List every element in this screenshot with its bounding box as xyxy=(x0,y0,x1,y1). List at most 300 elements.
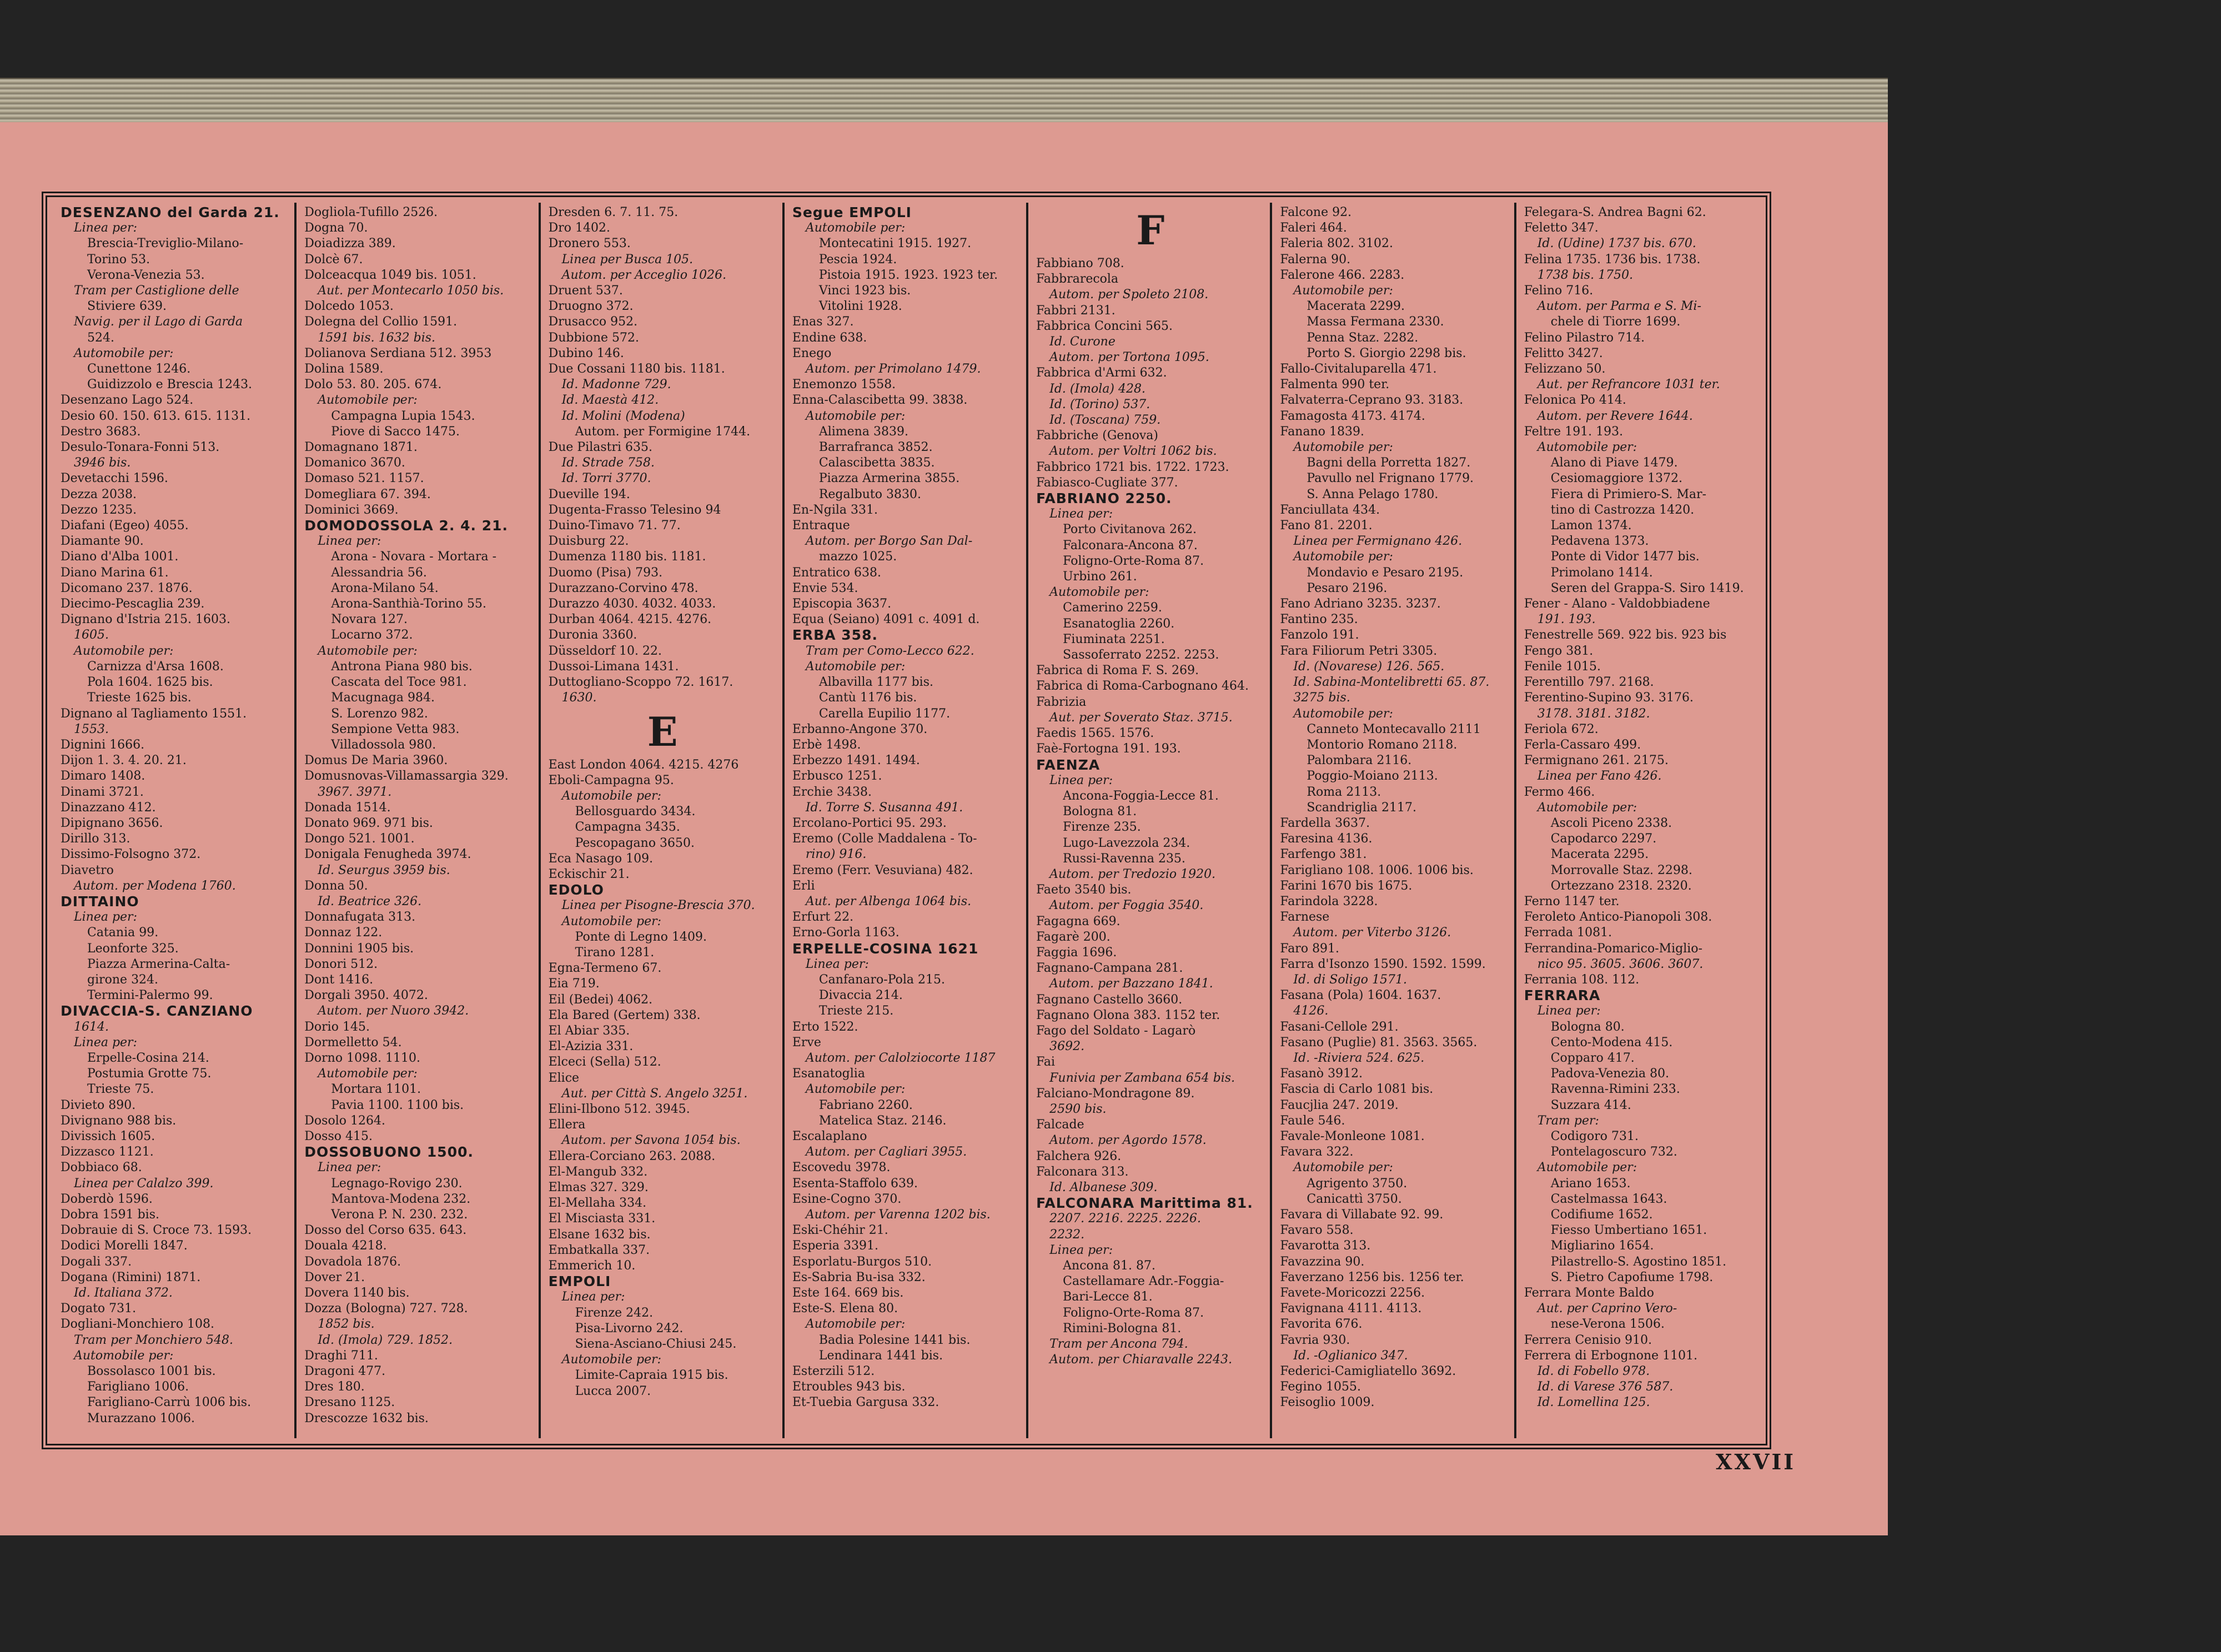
index-entry: Falerna 90. xyxy=(1280,252,1351,267)
index-entry: 524. xyxy=(87,330,114,345)
section-heading: FALCONARA Marittima 81. xyxy=(1036,1196,1253,1212)
index-entry: Donato 969. 971 bis. xyxy=(304,816,433,830)
section-heading: FAENZA xyxy=(1036,757,1101,773)
index-entry: Favara 322. xyxy=(1280,1145,1354,1159)
index-entry: Automobile per: xyxy=(1537,1161,1637,1175)
index-entry: Dolegna del Collio 1591. xyxy=(304,315,458,329)
index-entry: Id. di Varese 376 587. xyxy=(1537,1380,1674,1394)
index-entry: Scandriglia 2117. xyxy=(1307,800,1416,815)
index-entry: S. Anna Pelago 1780. xyxy=(1307,487,1439,501)
index-entry: Este 164. 669 bis. xyxy=(792,1286,904,1300)
index-entry: Ascoli Piceno 2338. xyxy=(1550,816,1672,830)
index-entry: nese-Verona 1506. xyxy=(1550,1317,1665,1332)
index-entry: Autom. per Viterbo 3126. xyxy=(1293,926,1451,940)
index-entry: Falvaterra-Ceprano 93. 3183. xyxy=(1280,393,1464,408)
index-columns xyxy=(53,203,1760,1438)
index-entry: Id. (Toscana) 759. xyxy=(1049,413,1161,428)
index-entry: Id. Sabina-Montelibretti 65. 87. xyxy=(1293,675,1490,690)
index-entry: Fano 81. 2201. xyxy=(1280,519,1373,533)
index-entry: Duttogliano-Scoppo 72. 1617. xyxy=(548,675,733,690)
index-entry: 2590 bis. xyxy=(1049,1102,1107,1116)
section-letter: E xyxy=(647,707,678,755)
index-entry: Aut. per Soverato Staz. 3715. xyxy=(1049,710,1233,725)
index-entry: Cento-Modena 415. xyxy=(1550,1035,1673,1050)
index-entry: Firenze 242. xyxy=(575,1305,654,1320)
index-entry: Enas 327. xyxy=(792,315,854,329)
index-column-5 xyxy=(1028,203,1272,1438)
index-entry: Alessandria 56. xyxy=(331,565,427,580)
index-entry: Linea per: xyxy=(74,221,137,235)
index-entry: Linea per: xyxy=(1049,507,1113,521)
index-column-4 xyxy=(785,203,1028,1438)
index-entry: Elini-Ilbono 512. 3945. xyxy=(548,1102,690,1116)
index-entry: Guidizzolo e Brescia 1243. xyxy=(87,378,253,392)
index-entry: Desio 60. 150. 613. 615. 1131. xyxy=(61,409,251,423)
index-entry: Aut. per Albenga 1064 bis. xyxy=(805,894,972,908)
index-entry: Primolano 1414. xyxy=(1550,565,1653,580)
index-entry: Pescia 1924. xyxy=(818,252,897,267)
index-entry: Dogliani-Monchiero 108. xyxy=(61,1317,215,1332)
index-entry: Diamante 90. xyxy=(61,534,144,549)
index-entry: Et-Tuebia Gargusa 332. xyxy=(792,1395,939,1410)
index-entry: Diavetro xyxy=(61,863,114,877)
index-entry: Dogliola-Tufillo 2526. xyxy=(304,205,438,219)
index-entry: Druent 537. xyxy=(548,284,623,298)
index-entry: Automobile per: xyxy=(805,1082,906,1097)
index-entry: Elceci (Sella) 512. xyxy=(548,1055,661,1069)
index-entry: Mondavio e Pesaro 2195. xyxy=(1307,565,1464,580)
index-entry: Doiadizza 389. xyxy=(304,237,396,251)
index-entry: Farigliano 108. 1006. 1006 bis. xyxy=(1280,863,1474,877)
index-entry: Falerone 466. 2283. xyxy=(1280,268,1405,282)
index-entry: Donnaz 122. xyxy=(304,926,383,940)
index-entry: Trieste 215. xyxy=(818,1004,894,1018)
index-entry: Faè-Fortogna 191. 193. xyxy=(1036,742,1181,756)
index-entry: Ferrera Cenisio 910. xyxy=(1524,1333,1652,1347)
index-entry: rino) 916. xyxy=(805,847,867,862)
index-entry: Autom. per Primolano 1479. xyxy=(805,362,981,376)
index-entry: Faleria 802. 3102. xyxy=(1280,237,1393,251)
index-entry: Badia Polesine 1441 bis. xyxy=(818,1333,971,1347)
index-entry: Fagagna 669. xyxy=(1036,914,1120,928)
index-entry: Destro 3683. xyxy=(61,424,141,439)
index-entry: Feletto 347. xyxy=(1524,221,1599,235)
index-entry: Ferentillo 797. 2168. xyxy=(1524,675,1654,690)
index-entry: Montecatini 1915. 1927. xyxy=(818,237,972,251)
index-entry: Lucca 2007. xyxy=(575,1384,651,1398)
index-entry: Torino 53. xyxy=(87,252,150,267)
index-entry: 3275 bis. xyxy=(1293,691,1350,705)
index-entry: Autom. per Parma e S. Mi- xyxy=(1537,299,1702,314)
index-entry: Autom. per Varenna 1202 bis. xyxy=(805,1208,991,1222)
index-entry: Eski-Chéhir 21. xyxy=(792,1223,888,1238)
index-entry: Fener - Alano - Valdobbiadene xyxy=(1524,597,1710,611)
index-entry: Farini 1670 bis 1675. xyxy=(1280,878,1413,893)
index-entry: Dolina 1589. xyxy=(304,362,384,376)
index-entry: Piazza Armerina-Calta- xyxy=(87,957,230,971)
index-entry: Divissich 1605. xyxy=(61,1129,155,1143)
index-entry: Elmas 327. 329. xyxy=(548,1180,649,1194)
index-entry: Falcone 92. xyxy=(1280,205,1352,219)
index-entry: Felino Pilastro 714. xyxy=(1524,330,1645,345)
index-entry: Matelica Staz. 2146. xyxy=(818,1113,947,1128)
index-entry: 3178. 3181. 3182. xyxy=(1537,706,1650,721)
index-entry: Dobra 1591 bis. xyxy=(61,1208,159,1222)
section-heading: DOSSOBUONO 1500. xyxy=(304,1144,474,1161)
index-entry: Divaccia 214. xyxy=(818,988,903,1003)
index-entry: Dover 21. xyxy=(304,1270,365,1284)
index-entry: Automobile per: xyxy=(805,221,906,235)
index-entry: Firenze 235. xyxy=(1063,820,1141,835)
index-entry: 2232. xyxy=(1049,1227,1085,1242)
index-entry: Russi-Ravenna 235. xyxy=(1063,851,1185,866)
index-entry: Faverzano 1256 bis. 1256 ter. xyxy=(1280,1270,1464,1284)
index-entry: Dongo 521. 1001. xyxy=(304,832,415,846)
index-entry: Fenile 1015. xyxy=(1524,659,1601,674)
index-entry: Id. Seurgus 3959 bis. xyxy=(318,863,450,877)
index-entry: Fabbrico 1721 bis. 1722. 1723. xyxy=(1036,460,1229,474)
index-entry: Esanatoglia 2260. xyxy=(1063,616,1175,631)
index-entry: Locarno 372. xyxy=(331,628,413,642)
index-entry: Enego xyxy=(792,346,832,360)
index-entry: Murazzano 1006. xyxy=(87,1411,195,1425)
index-entry: Codigoro 731. xyxy=(1550,1129,1639,1143)
index-entry: Farigliano 1006. xyxy=(87,1380,189,1394)
index-entry: Favignana 4111. 4113. xyxy=(1280,1302,1422,1316)
index-entry: 3692. xyxy=(1049,1040,1085,1054)
index-entry: Dosso del Corso 635. 643. xyxy=(304,1223,467,1238)
index-entry: Farindola 3228. xyxy=(1280,894,1378,908)
index-entry: Sassoferrato 2252. 2253. xyxy=(1063,648,1219,662)
index-entry: Mantova-Modena 232. xyxy=(331,1192,471,1206)
index-entry: Aut. per Montecarlo 1050 bis. xyxy=(318,284,504,298)
index-entry: Autom. per Cagliari 3955. xyxy=(805,1145,967,1159)
index-entry: Diafani (Egeo) 4055. xyxy=(61,519,189,533)
index-entry: Autom. per Foggia 3540. xyxy=(1049,898,1204,913)
index-entry: Fabbri 2131. xyxy=(1036,303,1115,318)
index-entry: Favazzina 90. xyxy=(1280,1254,1365,1269)
index-entry: Castelmassa 1643. xyxy=(1550,1192,1667,1206)
index-entry: Seren del Grappa-S. Siro 1419. xyxy=(1550,581,1744,595)
index-entry: Aut. per Refrancore 1031 ter. xyxy=(1537,378,1720,392)
index-entry: Dorgali 3950. 4072. xyxy=(304,988,428,1003)
index-entry: Ponte di Legno 1409. xyxy=(575,930,707,944)
index-entry: Ancona-Foggia-Lecce 81. xyxy=(1063,789,1219,803)
index-entry: Dorio 145. xyxy=(304,1020,370,1034)
index-entry: Fagnano-Campana 281. xyxy=(1036,961,1183,976)
index-entry: Equa (Seiano) 4091 c. 4091 d. xyxy=(792,612,980,627)
index-entry: Erchie 3438. xyxy=(792,785,872,799)
index-entry: Dicomano 237. 1876. xyxy=(61,581,193,595)
index-entry: chele di Tiorre 1699. xyxy=(1550,315,1681,329)
index-entry: Id. (Torino) 537. xyxy=(1049,397,1150,411)
index-entry: Düsseldorf 10. 22. xyxy=(548,644,662,658)
index-entry: Famagosta 4173. 4174. xyxy=(1280,409,1425,423)
index-entry: Barrafranca 3852. xyxy=(818,440,933,455)
section-heading: EMPOLI xyxy=(548,1274,611,1290)
index-entry: Foligno-Orte-Roma 87. xyxy=(1063,1305,1204,1320)
index-entry: Fabiasco-Cugliate 377. xyxy=(1036,475,1178,490)
index-entry: Id. di Fobello 978. xyxy=(1537,1364,1650,1379)
index-entry: Dijon 1. 3. 4. 20. 21. xyxy=(61,754,187,768)
index-entry: Ellera xyxy=(548,1118,586,1132)
index-entry: Diano d'Alba 1001. xyxy=(61,550,179,564)
index-entry: Montorio Romano 2118. xyxy=(1307,737,1458,752)
index-entry: Dres 180. xyxy=(304,1380,365,1394)
index-entry: Macerata 2299. xyxy=(1307,299,1405,314)
index-entry: Palombara 2116. xyxy=(1307,754,1412,768)
index-entry: Postumia Grotte 75. xyxy=(87,1067,212,1081)
index-entry: Fabbiano 708. xyxy=(1036,257,1124,270)
index-entry: Aut. per Caprino Vero- xyxy=(1537,1302,1677,1316)
index-entry: Dumenza 1180 bis. 1181. xyxy=(548,550,706,564)
index-entry: Fasano (Puglie) 81. 3563. 3565. xyxy=(1280,1035,1478,1050)
index-entry: Douala 4218. xyxy=(304,1239,387,1253)
index-entry: Ferentino-Supino 93. 3176. xyxy=(1524,691,1694,705)
index-entry: Duomo (Pisa) 793. xyxy=(548,565,663,580)
index-entry: Fasani-Cellole 291. xyxy=(1280,1020,1399,1034)
index-entry: Dezza 2038. xyxy=(61,487,137,501)
index-entry: Arona-Santhià-Torino 55. xyxy=(331,597,486,611)
index-entry: Dominici 3669. xyxy=(304,503,399,517)
index-entry: Navig. per il Lago di Garda xyxy=(74,315,243,329)
index-entry: Fabbrarecola xyxy=(1036,272,1119,287)
index-entry: Tirano 1281. xyxy=(575,945,655,960)
section-letter: F xyxy=(1136,207,1165,254)
index-entry: Campagna Lupia 1543. xyxy=(331,409,475,423)
index-entry: Fascia di Carlo 1081 bis. xyxy=(1280,1082,1434,1097)
section-heading: FERRARA xyxy=(1524,988,1601,1004)
index-entry: Id. Strade 758. xyxy=(561,456,655,470)
index-entry: Domegliara 67. 394. xyxy=(304,487,431,501)
index-entry: Automobile per: xyxy=(1537,440,1637,455)
index-entry: Felonica Po 414. xyxy=(1524,393,1626,408)
index-entry: 1630. xyxy=(561,691,597,705)
index-entry: Ravenna-Rimini 233. xyxy=(1550,1082,1680,1097)
index-entry: Autom. per Modena 1760. xyxy=(74,878,236,893)
index-entry: Dobbiaco 68. xyxy=(61,1161,142,1175)
index-entry: Canicattì 3750. xyxy=(1307,1192,1402,1206)
index-entry: Fanzolo 191. xyxy=(1280,628,1359,642)
index-entry: Legnago-Rovigo 230. xyxy=(331,1176,463,1191)
index-entry: Felitto 3427. xyxy=(1524,346,1603,360)
index-entry: Rimini-Bologna 81. xyxy=(1063,1321,1182,1335)
index-entry: Dosso 415. xyxy=(304,1129,373,1143)
index-entry: Dobrauie di S. Croce 73. 1593. xyxy=(61,1223,252,1238)
index-entry: 1738 bis. 1750. xyxy=(1537,268,1634,282)
index-entry: 1553. xyxy=(74,722,109,736)
index-entry: Due Cossani 1180 bis. 1181. xyxy=(548,362,725,376)
index-entry: Fasana (Pola) 1604. 1637. xyxy=(1280,988,1441,1003)
index-entry: Lugo-Lavezzola 234. xyxy=(1063,836,1190,850)
index-column-3 xyxy=(541,203,785,1438)
index-entry: Lendinara 1441 bis. xyxy=(818,1348,943,1363)
index-entry: Episcopia 3637. xyxy=(792,597,892,611)
index-entry: Favara di Villabate 92. 99. xyxy=(1280,1208,1444,1222)
index-entry: Id. Curone xyxy=(1049,335,1115,349)
index-entry: Entratico 638. xyxy=(792,565,881,580)
index-entry: Faresina 4136. xyxy=(1280,832,1373,846)
index-entry: Tram per Como-Lecco 622. xyxy=(805,644,974,658)
index-entry: Automobile per: xyxy=(561,914,662,928)
index-entry: Agrigento 3750. xyxy=(1307,1176,1408,1191)
index-entry: Pistoia 1915. 1923. 1923 ter. xyxy=(818,268,998,282)
index-entry: Fabbrica d'Armi 632. xyxy=(1036,366,1167,380)
index-entry: S. Pietro Capofiume 1798. xyxy=(1550,1270,1714,1284)
section-heading: DIVACCIA-S. CANZIANO xyxy=(61,1003,253,1020)
section-heading: DESENZANO del Garda 21. xyxy=(61,205,280,220)
index-entry: Id. Italiana 372. xyxy=(74,1286,173,1300)
index-entry: Fardella 3637. xyxy=(1280,816,1370,830)
index-entry: Alano di Piave 1479. xyxy=(1550,456,1678,470)
index-entry: Linea per: xyxy=(1049,773,1113,787)
index-entry: Doberdò 1596. xyxy=(61,1192,153,1206)
index-entry: Copparo 417. xyxy=(1550,1051,1635,1065)
index-entry: 2207. 2216. 2225. 2226. xyxy=(1049,1212,1202,1226)
section-heading: ERBA 358. xyxy=(792,627,878,644)
index-entry: Automobile per: xyxy=(74,1348,174,1363)
index-entry: Id. -Oglianico 347. xyxy=(1293,1348,1408,1363)
index-entry: Bari-Lecce 81. xyxy=(1063,1290,1153,1304)
index-entry: girone 324. xyxy=(87,972,159,987)
index-entry: Id. (Novarese) 126. 565. xyxy=(1293,659,1445,674)
index-entry: Fermignano 261. 2175. xyxy=(1524,754,1669,768)
index-entry: Falconara 313. xyxy=(1036,1164,1129,1179)
index-entry: Erli xyxy=(792,878,815,893)
index-entry: Esperia 3391. xyxy=(792,1239,878,1253)
index-entry: 1605. xyxy=(74,628,109,642)
index-entry: Eremo (Colle Maddalena - To- xyxy=(792,832,977,846)
index-entry: 3946 bis. xyxy=(74,456,131,470)
index-entry: Bagni della Porretta 1827. xyxy=(1307,456,1471,470)
index-entry: East London 4064. 4215. 4276 xyxy=(548,757,739,772)
index-column-7 xyxy=(1516,203,1760,1438)
index-entry: Automobile per: xyxy=(318,1067,418,1081)
index-entry: Suzzara 414. xyxy=(1550,1098,1631,1112)
index-entry: Enna-Calascibetta 99. 3838. xyxy=(792,393,968,408)
index-entry: Morrovalle Staz. 2298. xyxy=(1550,863,1692,877)
index-entry: Dussoi-Limana 1431. xyxy=(548,659,679,674)
index-entry: Faedis 1565. 1576. xyxy=(1036,726,1154,741)
index-entry: 1591 bis. 1632 bis. xyxy=(318,330,436,345)
index-entry: Dolo 53. 80. 205. 674. xyxy=(304,378,442,392)
index-entry: Cesiomaggiore 1372. xyxy=(1550,471,1683,486)
index-entry: Fabriano 2260. xyxy=(818,1098,913,1112)
index-entry: Dissimo-Folsogno 372. xyxy=(61,847,201,862)
index-entry: Dro 1402. xyxy=(548,221,610,235)
index-entry: Camerino 2259. xyxy=(1063,601,1162,615)
index-entry: Es-Sabria Bu-isa 332. xyxy=(792,1270,926,1284)
index-entry: Federici-Camigliatello 3692. xyxy=(1280,1364,1456,1379)
index-entry: Divignano 988 bis. xyxy=(61,1113,177,1128)
index-entry: Falcade xyxy=(1036,1118,1084,1132)
index-table-frame xyxy=(42,192,1771,1449)
index-entry: Favaro 558. xyxy=(1280,1223,1354,1238)
index-entry: Calascibetta 3835. xyxy=(818,456,935,470)
index-entry: Erpelle-Cosina 214. xyxy=(87,1051,209,1065)
index-entry: Escovedu 3978. xyxy=(792,1161,891,1175)
index-entry: Foligno-Orte-Roma 87. xyxy=(1063,554,1204,568)
index-entry: Fagnano Castello 3660. xyxy=(1036,992,1183,1007)
index-entry: Dolianova Serdiana 512. 3953 xyxy=(304,346,492,360)
index-entry: Autom. per Calolziocorte 1187 xyxy=(805,1051,996,1065)
index-entry: Linea per: xyxy=(74,1035,137,1050)
index-entry: Macugnaga 984. xyxy=(331,691,435,705)
index-entry: Roma 2113. xyxy=(1307,785,1381,799)
index-entry: Fiuminata 2251. xyxy=(1063,632,1165,646)
index-entry: Farigliano-Carrù 1006 bis. xyxy=(87,1395,252,1410)
index-entry: Automobile per: xyxy=(318,393,418,408)
index-entry: Tram per Castiglione delle xyxy=(74,284,239,298)
index-entry: Dinazzano 412. xyxy=(61,800,156,815)
index-entry: Envie 534. xyxy=(792,581,858,595)
index-entry: Faleri 464. xyxy=(1280,221,1347,235)
index-entry: Feisoglio 1009. xyxy=(1280,1395,1375,1410)
index-entry: Ellera-Corciano 263. 2088. xyxy=(548,1149,716,1163)
index-entry: Ponte di Vidor 1477 bis. xyxy=(1550,550,1700,564)
index-entry: Fabrica di Roma-Carbognano 464. xyxy=(1036,679,1249,694)
index-entry: Id. di Soligo 1571. xyxy=(1293,972,1407,987)
index-entry: Piazza Armerina 3855. xyxy=(818,471,960,486)
index-entry: Dronero 553. xyxy=(548,237,631,251)
index-entry: Automobile per: xyxy=(1293,284,1393,298)
index-entry: Donori 512. xyxy=(304,957,378,971)
index-entry: Vitolini 1928. xyxy=(818,299,902,314)
index-entry: Automobile per: xyxy=(318,644,418,658)
index-entry: Farra d'Isonzo 1590. 1592. 1599. xyxy=(1280,957,1486,971)
index-entry: Ferla-Cassaro 499. xyxy=(1524,737,1641,752)
index-entry: Embatkalla 337. xyxy=(548,1243,650,1257)
index-entry: Drescozze 1632 bis. xyxy=(304,1411,429,1425)
index-entry: Durban 4064. 4215. 4276. xyxy=(548,612,712,627)
index-entry: Erfurt 22. xyxy=(792,910,854,925)
index-entry: Pilastrello-S. Agostino 1851. xyxy=(1550,1254,1727,1269)
index-entry: Fagarè 200. xyxy=(1036,930,1110,944)
index-entry: Fanciullata 434. xyxy=(1280,503,1380,517)
index-entry: Campagna 3435. xyxy=(575,820,680,835)
index-entry: Donna 50. xyxy=(304,878,368,893)
index-entry: Linea per Calalzo 399. xyxy=(74,1176,214,1191)
index-entry: Villadossola 980. xyxy=(331,737,436,752)
index-entry: Eboli-Campagna 95. xyxy=(548,773,674,787)
index-entry: Migliarino 1654. xyxy=(1550,1239,1654,1253)
index-entry: Enemonzo 1558. xyxy=(792,378,896,392)
index-entry: Dueville 194. xyxy=(548,487,630,501)
index-entry: Dubbione 572. xyxy=(548,330,639,345)
index-entry: Id. (Imola) 729. 1852. xyxy=(318,1333,453,1347)
index-entry: Funivia per Zambana 654 bis. xyxy=(1049,1071,1235,1085)
index-entry: Dirillo 313. xyxy=(61,832,130,846)
index-entry: Ferrara Monte Baldo xyxy=(1524,1286,1655,1300)
index-entry: Duisburg 22. xyxy=(548,534,629,549)
index-entry: Regalbuto 3830. xyxy=(818,487,921,501)
index-entry: Dozza (Bologna) 727. 728. xyxy=(304,1302,468,1316)
index-entry: Dubino 146. xyxy=(548,346,624,360)
index-entry: Donnini 1905 bis. xyxy=(304,941,414,956)
section-heading: Segue EMPOLI xyxy=(792,205,912,220)
index-entry: Tram per: xyxy=(1537,1113,1599,1128)
index-entry: Autom. per Acceglio 1026. xyxy=(561,268,727,282)
index-entry: Fengo 381. xyxy=(1524,644,1594,658)
index-entry: Ela Bared (Gertem) 338. xyxy=(548,1008,701,1022)
index-entry: Faro 891. xyxy=(1280,941,1340,956)
index-entry: Fiera di Primiero-S. Mar- xyxy=(1550,487,1707,501)
index-entry: Favria 930. xyxy=(1280,1333,1350,1347)
index-entry: Dogna 70. xyxy=(304,221,368,235)
index-entry: Favorita 676. xyxy=(1280,1317,1363,1332)
index-entry: tino di Castrozza 1420. xyxy=(1550,503,1695,517)
index-entry: Linea per: xyxy=(805,957,869,971)
